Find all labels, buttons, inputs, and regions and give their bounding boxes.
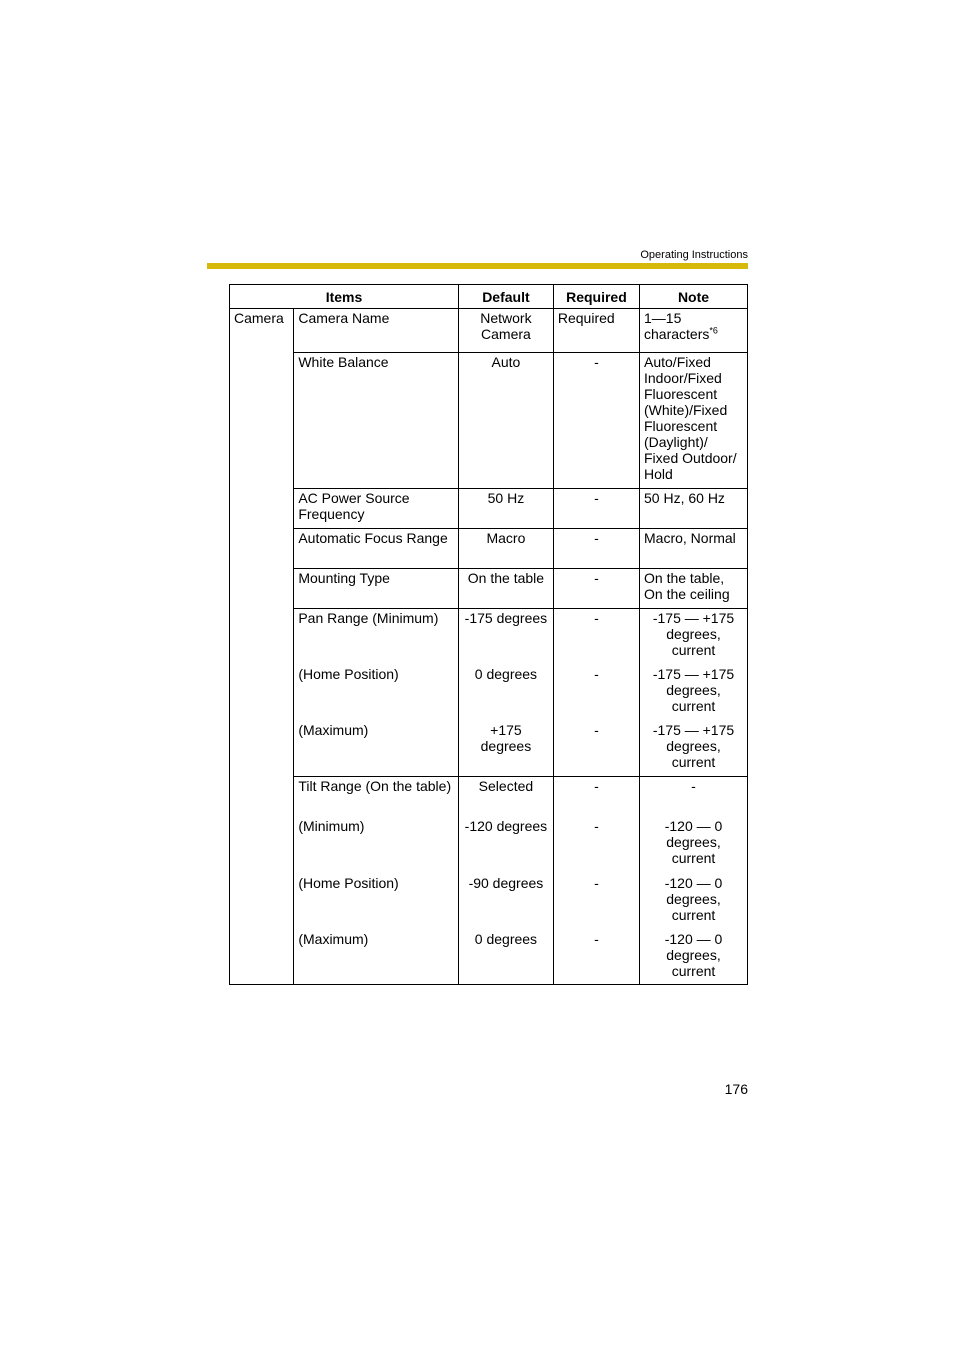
default-cell: Network Camera: [458, 309, 553, 353]
tilt-min-note: -120 — 0 degrees, current: [664, 818, 723, 866]
tilt-home-required: -: [594, 875, 599, 891]
column-header-default: Default: [458, 285, 553, 309]
pan-home-label: (Home Position): [298, 666, 399, 682]
pan-min-default: -175 degrees: [464, 610, 548, 626]
column-header-items: Items: [230, 285, 459, 309]
item-cell: White Balance: [294, 353, 459, 489]
table-row: [230, 777, 748, 985]
pan-min-label: Pan Range (Minimum): [298, 610, 439, 626]
column-header-required: Required: [553, 285, 639, 309]
item-cell: Automatic Focus Range: [294, 529, 459, 569]
tilt-min-default: -120 degrees: [464, 818, 548, 834]
pan-min-note: -175 — +175 degrees, current: [652, 610, 735, 658]
note-cell: [640, 609, 748, 777]
pan-home-required: -: [594, 666, 599, 682]
required-cell: -: [553, 353, 639, 489]
required-cell: [553, 609, 639, 777]
required-cell: -: [553, 569, 639, 609]
tilt-table-note: -: [691, 778, 696, 794]
note-cell: 50 Hz, 60 Hz: [640, 489, 748, 529]
note-cell: [640, 777, 748, 985]
required-cell: -: [553, 489, 639, 529]
default-cell: 50 Hz: [458, 489, 553, 529]
item-cell: [294, 609, 459, 777]
item-cell: AC Power Source Frequency: [294, 489, 459, 529]
required-cell: -: [553, 529, 639, 569]
tilt-home-default: -90 degrees: [468, 875, 544, 891]
header-divider-bar: [207, 263, 748, 269]
item-cell: Camera Name: [294, 309, 459, 353]
tilt-table-label: Tilt Range (On the table): [298, 778, 452, 794]
page-header-title: Operating Instructions: [640, 249, 748, 261]
required-cell: Required: [553, 309, 639, 353]
note-cell: [640, 309, 748, 353]
tilt-table-default: Selected: [478, 778, 534, 794]
pan-min-required: -: [594, 610, 599, 626]
table-row: [230, 309, 748, 353]
note-cell: On the table, On the ceiling: [640, 569, 748, 609]
default-cell: [458, 777, 553, 985]
table-row: [230, 609, 748, 777]
default-cell: On the table: [458, 569, 553, 609]
pan-max-default: +175 degrees: [480, 722, 532, 754]
tilt-home-label: (Home Position): [298, 875, 399, 891]
note-text: 1—15 characters: [644, 310, 710, 342]
tilt-min-required: -: [594, 818, 599, 834]
pan-home-default: 0 degrees: [474, 666, 538, 682]
default-cell: Auto: [458, 353, 553, 489]
tilt-max-default: 0 degrees: [474, 931, 538, 947]
settings-table: [229, 284, 748, 985]
tilt-max-label: (Maximum): [298, 931, 369, 947]
column-header-note: Note: [640, 285, 748, 309]
required-cell: [553, 777, 639, 985]
default-cell: Macro: [458, 529, 553, 569]
pan-max-label: (Maximum): [298, 722, 369, 738]
table-row: [230, 489, 748, 529]
table-row: [230, 353, 748, 489]
table-row: [230, 529, 748, 569]
pan-home-note: -175 — +175 degrees, current: [652, 666, 735, 714]
default-cell: [458, 609, 553, 777]
tilt-max-required: -: [594, 931, 599, 947]
page-number: 176: [724, 1081, 748, 1097]
table-row: [230, 569, 748, 609]
pan-max-note: -175 — +175 degrees, current: [652, 722, 735, 770]
tilt-home-note: -120 — 0 degrees, current: [664, 875, 723, 923]
pan-max-required: -: [594, 722, 599, 738]
note-cell: Macro, Normal: [640, 529, 748, 569]
table-header-row: [230, 285, 748, 309]
tilt-table-required: -: [594, 778, 599, 794]
tilt-min-label: (Minimum): [298, 818, 365, 834]
item-cell: [294, 777, 459, 985]
note-cell: Auto/Fixed Indoor/Fixed Fluorescent (White)/Fixed Fluorescent (Daylight)/ Fixed Outdoor/ Hold: [640, 353, 748, 489]
item-cell: Mounting Type: [294, 569, 459, 609]
group-label-camera: Camera: [230, 309, 294, 985]
footnote-marker: *6: [709, 325, 718, 336]
tilt-max-note: -120 — 0 degrees, current: [664, 931, 723, 979]
